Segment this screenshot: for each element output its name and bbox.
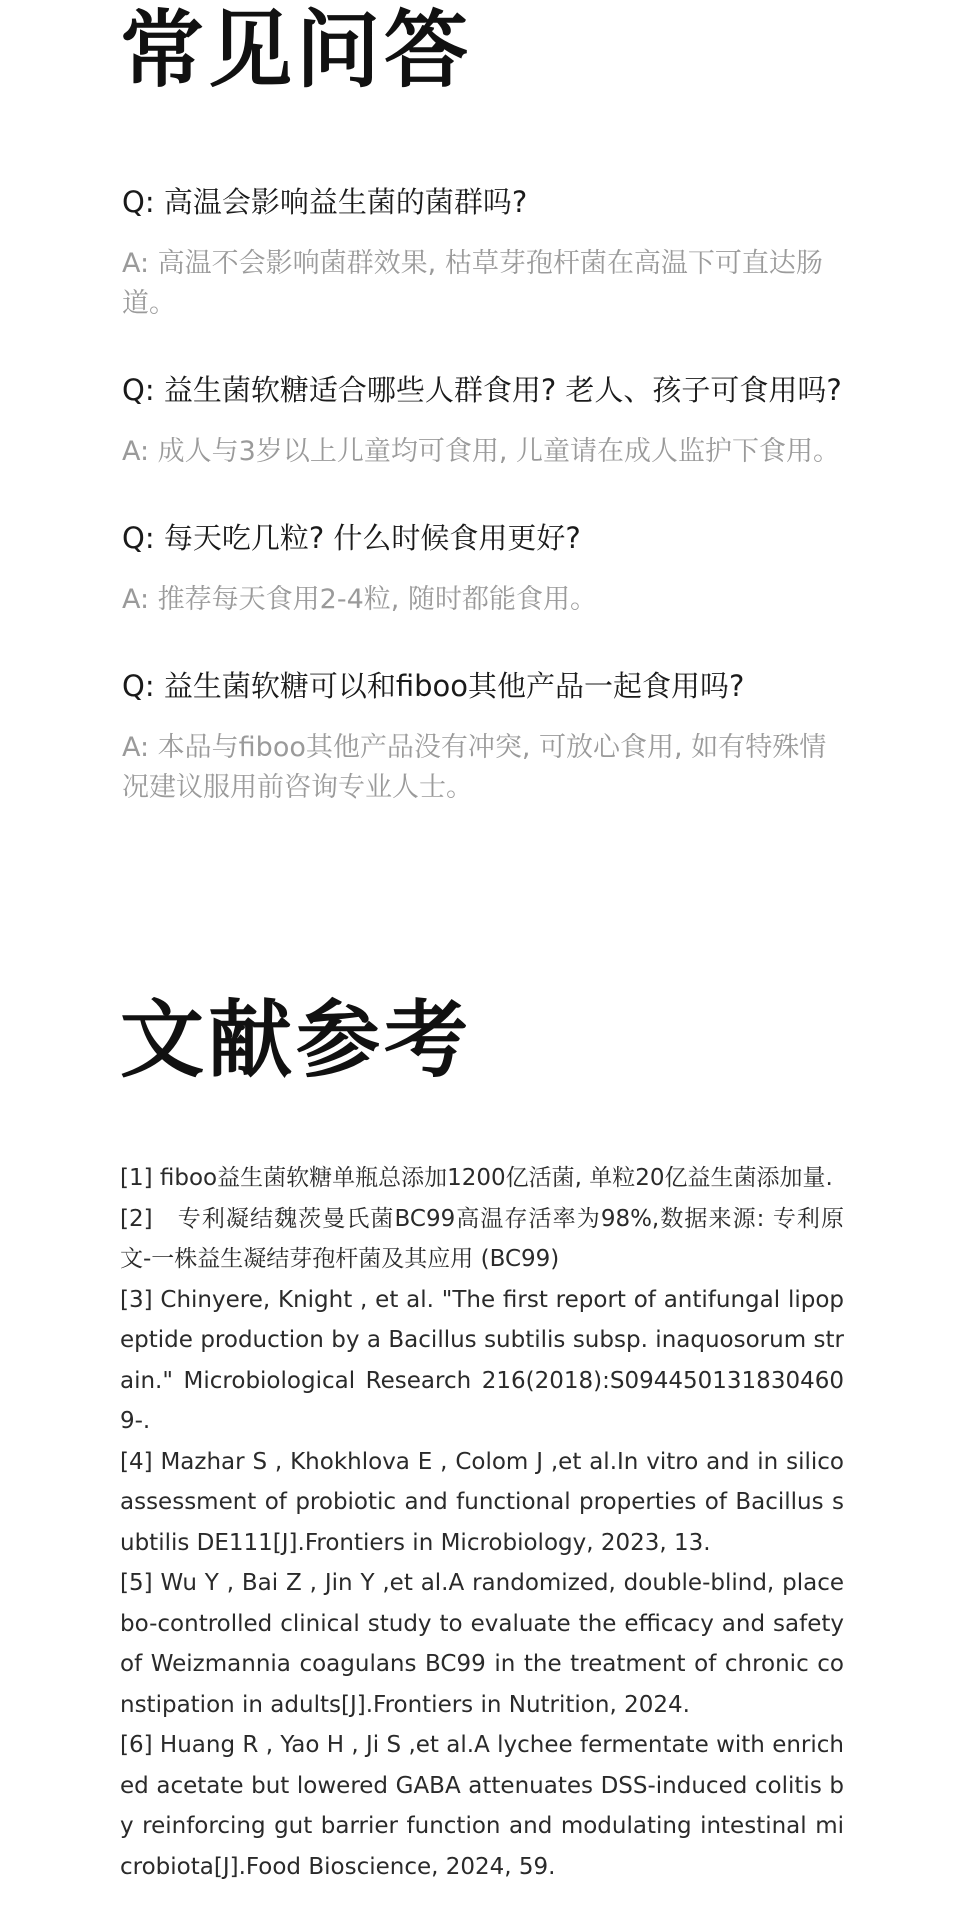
references-list — [120, 1158, 844, 1887]
faq-question: Q: 高温会影响益生菌的菌群吗? — [122, 185, 528, 219]
faq-question: Q: 每天吃几粒? 什么时候食用更好? — [122, 521, 581, 555]
reference-item: [6] Huang R , Yao H , Ji S ,et al.A lychee fermentate with enriched acetate but lowered GABA attenuates DSS-induced colitis by reinforcing gut barrier function and modulating intestinal microbiota[J].Food Bioscience, 2024, 59. — [120, 1732, 844, 1880]
reference-item: [4] Mazhar S , Khokhlova E , Colom J ,et al.In vitro and in silico assessment of probiotic and functional properties of Bacillus subtilis DE111[J].Frontiers in Microbiology, 2023, 13. — [120, 1448, 844, 1556]
faq-question: Q: 益生菌软糖可以和fiboo其他产品一起食用吗? — [122, 669, 745, 703]
faq-item — [122, 516, 852, 620]
faq-item — [122, 664, 852, 808]
faq-answer: A: 高温不会影响菌群效果, 枯草芽孢杆菌在高温下可直达肠道。 — [122, 248, 823, 319]
references-title: 文献参考 — [120, 991, 473, 1089]
reference-item: [1] fiboo益生菌软糖单瓶总添加1200亿活菌, 单粒20亿益生菌添加量. — [120, 1165, 833, 1191]
faq-title: 常见问答 — [120, 1, 473, 99]
faq-answer: A: 成人与3岁以上儿童均可食用, 儿童请在成人监护下食用。 — [122, 436, 841, 467]
faq-list — [122, 180, 852, 808]
reference-item: [5] Wu Y , Bai Z , Jin Y ,et al.A randomized, double-blind, placebo-controlled clinical study to evaluate the efficacy and safety of Weizmannia coagulans BC99 in the treatment of chronic constipation in adults[J].Frontiers in Nutrition, 2024. — [120, 1570, 844, 1718]
reference-item: [2] 专利凝结魏茨曼氏菌BC99高温存活率为98%,数据来源: 专利原文-一株益生凝结芽孢杆菌及其应用 (BC99) — [120, 1205, 844, 1272]
faq-item — [122, 368, 852, 472]
faq-answer: A: 本品与fiboo其他产品没有冲突, 可放心食用, 如有特殊情况建议服用前咨询专业人士。 — [122, 732, 827, 803]
faq-item — [122, 180, 852, 324]
faq-answer: A: 推荐每天食用2-4粒, 随时都能食用。 — [122, 584, 597, 615]
reference-item: [3] Chinyere, Knight , et al. "The first report of antifungal lipopeptide production by a Bacillus subtilis subsp. inaquosorum strain." Microbiological Research 216(2018):S0944501318304609-. — [120, 1286, 844, 1434]
faq-question: Q: 益生菌软糖适合哪些人群食用? 老人、孩子可食用吗? — [122, 373, 842, 407]
